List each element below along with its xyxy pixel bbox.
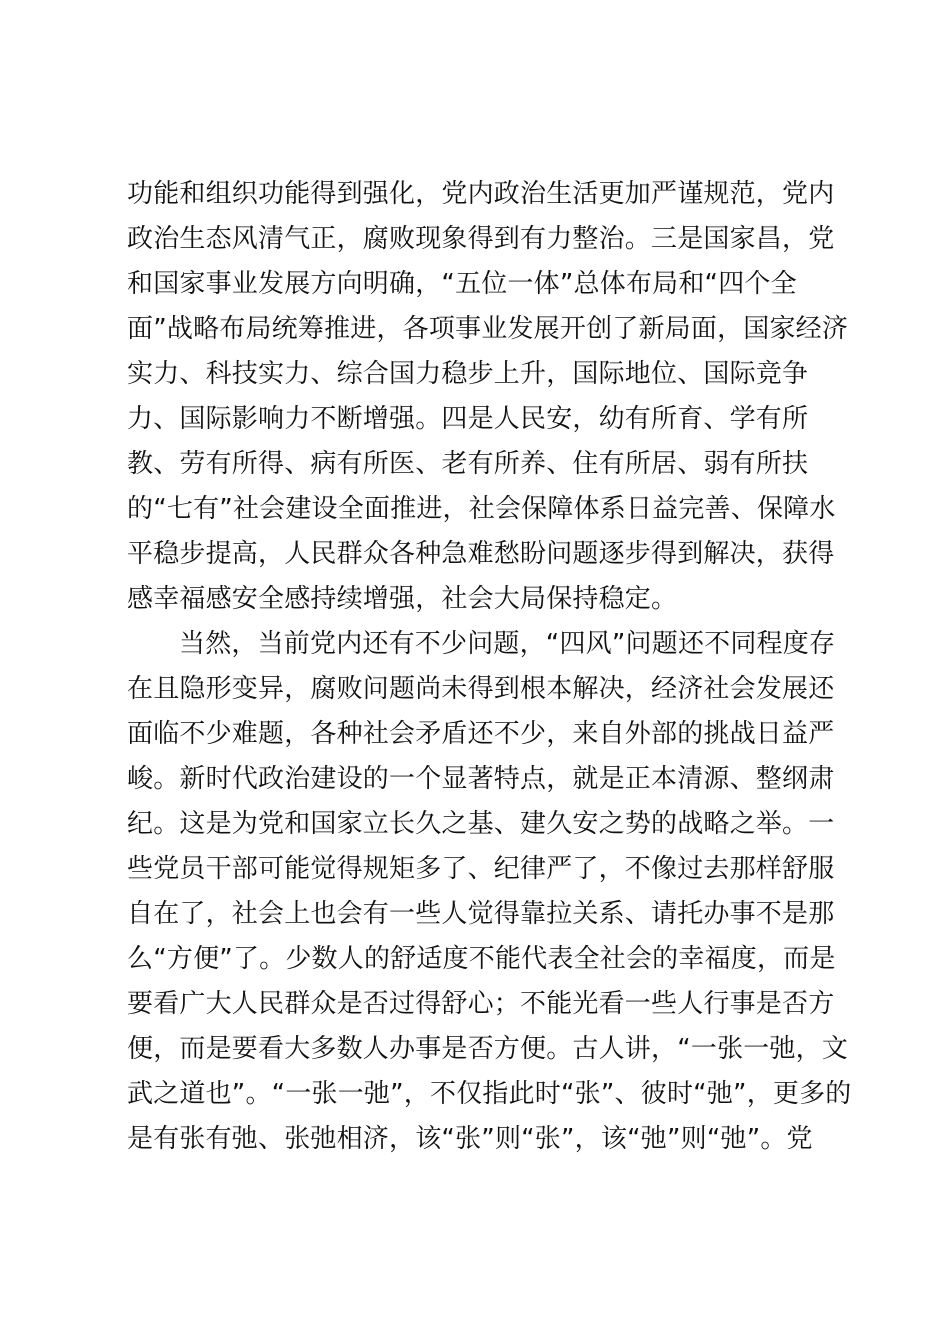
body-text (127, 172, 852, 1162)
text-line: 峻。新时代政治建设的一个显著特点，就是正本清源、整纲肃 (127, 764, 835, 794)
text-line: 些党员干部可能觉得规矩多了、纪律严了，不像过去那样舒服 (127, 854, 835, 884)
text-line: 的“七有”社会建设全面推进，社会保障体系日益完善、保障水 (127, 494, 836, 524)
text-line: 便，而是要看大多数人办事是否方便。古人讲，“一张一弛，文 (127, 1034, 849, 1064)
text-line: 平稳步提高，人民群众各种急难愁盼问题逐步得到解决，获得 (127, 539, 835, 569)
text-line: 功能和组织功能得到强化，党内政治生活更加严谨规范，党内 (127, 179, 835, 209)
text-line: 力、国际影响力不断增强。四是人民安，幼有所育、学有所 (127, 404, 809, 434)
text-line: 和国家事业发展方向明确，“五位一体”总体布局和“四个全 (127, 269, 797, 299)
text-line: 政治生态风清气正，腐败现象得到有力整治。三是国家昌，党 (127, 224, 835, 254)
text-line: 自在了，社会上也会有一些人觉得靠拉关系、请托办事不是那 (127, 899, 835, 929)
text-line: 纪。这是为党和国家立长久之基、建久安之势的战略之举。一 (127, 809, 835, 839)
text-line: 要看广大人民群众是否过得舒心；不能光看一些人行事是否方 (127, 989, 835, 1019)
text-line: 武之道也”。“一张一弛”，不仅指此时“张”、彼时“弛”，更多的 (127, 1079, 852, 1109)
text-line: 是有张有弛、张弛相济，该“张”则“张”，该“弛”则“弛”。党 (127, 1124, 813, 1154)
paragraph-start-line: 当然，当前党内还有不少问题，“四风”问题还不同程度存 (179, 629, 836, 659)
text-line: 教、劳有所得、病有所医、老有所养、住有所居、弱有所扶 (127, 449, 809, 479)
text-line: 面”战略布局统筹推进，各项事业发展开创了新局面，国家经济 (127, 314, 849, 344)
text-line: 实力、科技实力、综合国力稳步上升，国际地位、国际竞争 (127, 359, 809, 389)
text-line: 在且隐形变异，腐败问题尚未得到根本解决，经济社会发展还 (127, 674, 835, 704)
text-line: 面临不少难题，各种社会矛盾还不少，来自外部的挑战日益严 (127, 719, 835, 749)
text-line: 么“方便”了。少数人的舒适度不能代表全社会的幸福度，而是 (127, 944, 836, 974)
text-line: 感幸福感安全感持续增强，社会大局保持稳定。 (127, 584, 678, 614)
